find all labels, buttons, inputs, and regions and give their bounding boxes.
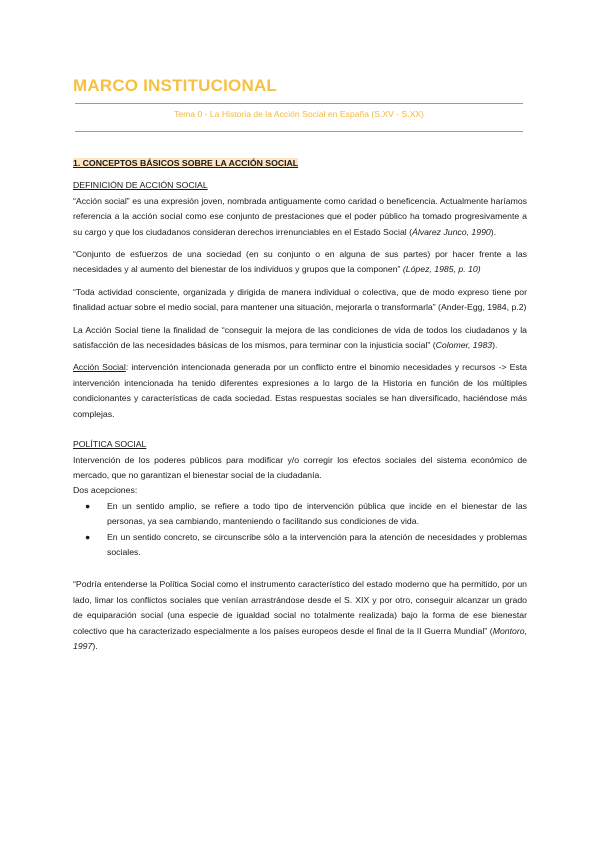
citation: Colomer, 1983 <box>435 340 493 351</box>
spacer <box>73 429 527 437</box>
title-divider-bottom <box>75 131 523 132</box>
term: Acción Social <box>73 362 126 373</box>
section-heading: 1. CONCEPTOS BÁSICOS SOBRE LA ACCIÓN SOCIAL <box>73 158 299 168</box>
paragraph-acepciones-intro: Dos acepciones: <box>73 485 138 496</box>
title-divider-top <box>75 103 523 104</box>
bullet-icon: ● <box>85 500 91 511</box>
paragraph-quote-montoro: “Podría entenderse la Política Social como el instrumento característico del estado moderno que ha permitido, por un lado, limar los conflictos sociales que venían arrastrándose desde el S. XIX y por otro, conseguir alcanzar un grado de equiparación social (una especie de igualdad social no totalmente realizada) bajo la forma de ese bienestar colectivo que ha caracterizado especialmente a los países europeos desde el final de la II Guerra Mundial” (Montoro, 1997). <box>73 579 527 651</box>
subsection-heading-definicion: DEFINICIÓN DE ACCIÓN SOCIAL <box>73 180 208 191</box>
paragraph-politica-social-definicion: Intervención de los poderes públicos para modificar y/o corregir los efectos sociales del sistema económico de mercado, que no garantizan el bienestar social de la ciudadanía. <box>73 454 527 480</box>
paragraph-accion-social-definicion: “Acción social” es una expresión joven, nombrada antiguamente como caridad o beneficencia. Actualmente haríamos referencia a la acción social como ese conjunto de prestaciones que el poder público ha tomado progresivamente a su cargo y que los ciudadanos consideran derechos irrenunciables en el Estado Social (Álvarez Junco, 1990). <box>73 195 527 237</box>
bullet-icon: ● <box>85 531 91 542</box>
subsection-heading-politica-social: POLÍTICA SOCIAL <box>73 439 147 450</box>
paragraph-quote-lopez: “Conjunto de esfuerzos de una sociedad (en su conjunto o en alguna de sus partes) por hacer frente a las necesidades y al aumento del bienestar de los individuos y grupos que la componen” (López, 1985, p. 10) <box>73 249 527 275</box>
citation: Álvarez Junco, 1990 <box>412 226 491 237</box>
list-item: ● En un sentido amplio, se refiere a todo tipo de intervención pública que incide en el bienestar de las personas, ya sea cambiando, manteniendo o facilitando sus condiciones de vida. <box>85 500 527 527</box>
document-subtitle: Tema 0 - La Historia de la Acción Social en España (S.XV - S.XX) <box>174 109 424 119</box>
paragraph-accion-social-intervencion: Acción Social: intervención intencionada generada por un conflicto entre el binomio necesidades y recursos -> Esta intervención intencionada ha tenido diferentes expresiones a lo largo de la Historia en función de los múltiples condicionantes y características de cada sociedad. Estas respuestas sociales se han diversificado, haciéndose más complejas. <box>73 362 527 419</box>
spacer <box>73 567 527 577</box>
citation: Montoro, 1997 <box>73 625 527 651</box>
document-title: MARCO INSTITUCIONAL <box>73 76 278 95</box>
list-item: ● En un sentido concreto, se circunscribe sólo a la intervención para la atención de necesidades y problemas sociales. <box>85 531 527 557</box>
paragraph-quote-ander-egg: “Toda actividad consciente, organizada y dirigida de manera individual o colectiva, que de modo expreso tiene por finalidad actuar sobre el medio social, para mantener una situación, mejorarla o transformarla” (Ander-Egg, 1984, p.2) <box>73 286 527 313</box>
citation: (López, 1985, p. 10) <box>402 264 481 275</box>
paragraph-finalidad: La Acción Social tiene la finalidad de “conseguir la mejora de las condiciones de vida de todos los ciudadanos y la satisfacción de las necesidades básicas de los mismos, para terminar con la injusticia social” (Colomer, 1983). <box>73 324 527 351</box>
acepciones-list <box>73 499 527 561</box>
document-body <box>73 156 527 661</box>
